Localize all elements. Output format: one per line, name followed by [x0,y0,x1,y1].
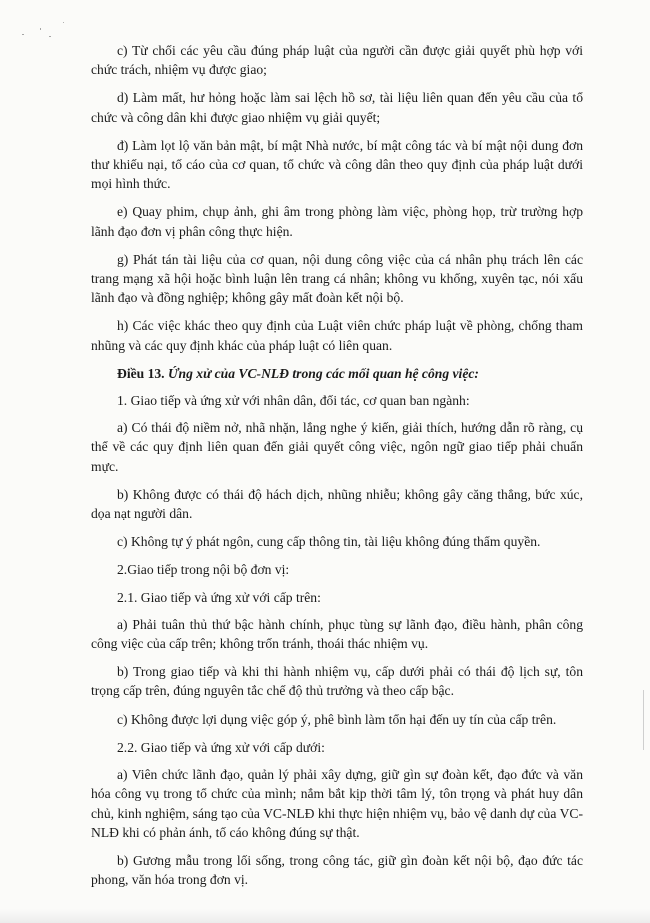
paragraph: 2.Giao tiếp trong nội bộ đơn vị: [117,562,290,578]
article-heading [91,364,583,383]
paragraph: a) Viên chức lãnh đạo, quản lý phải xây dựng, giữ gìn sự đoàn kết, đạo đức và văn hóa công vụ trong tổ chức của mình; nắm bắt kịp thời tâm lý, tôn trọng và phát huy dân chủ, kinh nghiệm, sáng tạo của VC-NLĐ khi thực hiện nhiệm vụ, bảo vệ danh dự của VC-NLĐ khi có phản ánh, tố cáo không đúng sự thật. [91,767,583,840]
paragraph: 2.2. Giao tiếp và ứng xử với cấp dưới: [117,739,325,755]
paragraph: c) Từ chối các yêu cầu đúng pháp luật của người cần được giải quyết phù hợp với chức trách, nhiệm vụ được giao; [91,43,583,78]
article-heading-title: Ứng xử của VC-NLĐ trong các mối quan hệ công việc: [167,365,479,381]
paragraph: c) Không tự ý phát ngôn, cung cấp thông tin, tài liệu không đúng thẩm quyền. [117,534,541,550]
paragraph: e) Quay phim, chụp ảnh, ghi âm trong phòng làm việc, phòng họp, trừ trường hợp lãnh đạo đơn vị phân công thực hiện. [91,204,583,239]
paragraph: đ) Làm lọt lộ văn bản mật, bí mật Nhà nước, bí mật công tác và bí mật nội dung đơn thư khiếu nại, tố cáo của cơ quan, tổ chức và công dân theo quy định của pháp luật dưới mọi hình thức. [91,137,583,192]
paragraph: d) Làm mất, hư hỏng hoặc làm sai lệch hồ sơ, tài liệu liên quan đến yêu cầu của tổ chức và công dân khi được giao nhiệm vụ giải quyết; [91,90,583,125]
paragraph: 1. Giao tiếp và ứng xử với nhân dân, đối tác, cơ quan ban ngành: [117,393,470,409]
paragraph: 2.1. Giao tiếp và ứng xử với cấp trên: [117,589,321,605]
paragraph: a) Phải tuân thủ thứ bậc hành chính, phục tùng sự lãnh đạo, điều hành, phân công công việc của cấp trên; không trốn tránh, thoái thác nhiệm vụ. [91,616,583,652]
paragraph: h) Các việc khác theo quy định của Luật viên chức pháp luật về phòng, chống tham nhũng và các quy định khác của pháp luật có liên quan. [91,318,583,353]
scan-speck [40,28,41,30]
paragraph: c) Không được lợi dụng việc góp ý, phê bình làm tổn hại đến uy tín của cấp trên. [117,711,557,727]
paragraph: g) Phát tán tài liệu của cơ quan, nội dung công việc của cá nhân phụ trách lên các trang mạng xã hội hoặc bình luận lên trang cá nhân; không vu khống, xuyên tạc, nói xấu lãnh đạo và đồng nghiệp; không gây mất đoàn kết nội bộ. [91,251,583,306]
paragraph: b) Gương mẫu trong lối sống, trong công tác, giữ gìn đoàn kết nội bộ, đạo đức tác phong, văn hóa trong đơn vị. [91,852,583,888]
scan-speck [49,36,51,37]
paragraph: b) Trong giao tiếp và khi thi hành nhiệm vụ, cấp dưới phải có thái độ lịch sự, tôn trọng cấp trên, đúng nguyên tắc chế độ thủ trưởng và theo cấp bậc. [91,664,583,699]
paragraph: a) Có thái độ niềm nở, nhã nhặn, lắng nghe ý kiến, giải thích, hướng dẫn rõ ràng, cụ thể về các quy định liên quan đến giải quyết công việc, ngôn ngữ giao tiếp phải chuẩn mực. [91,420,583,474]
article-heading-number: Điều 13. [117,365,168,381]
paragraph: b) Không được có thái độ hách dịch, nhũng nhiễu; không gây căng thẳng, bức xúc, dọa nạt người dân. [91,486,583,522]
scan-speck [22,34,24,35]
scan-edge-line [643,690,644,750]
scan-speck [63,22,64,23]
document-body [91,41,583,898]
scan-bottom-strip [0,909,650,923]
